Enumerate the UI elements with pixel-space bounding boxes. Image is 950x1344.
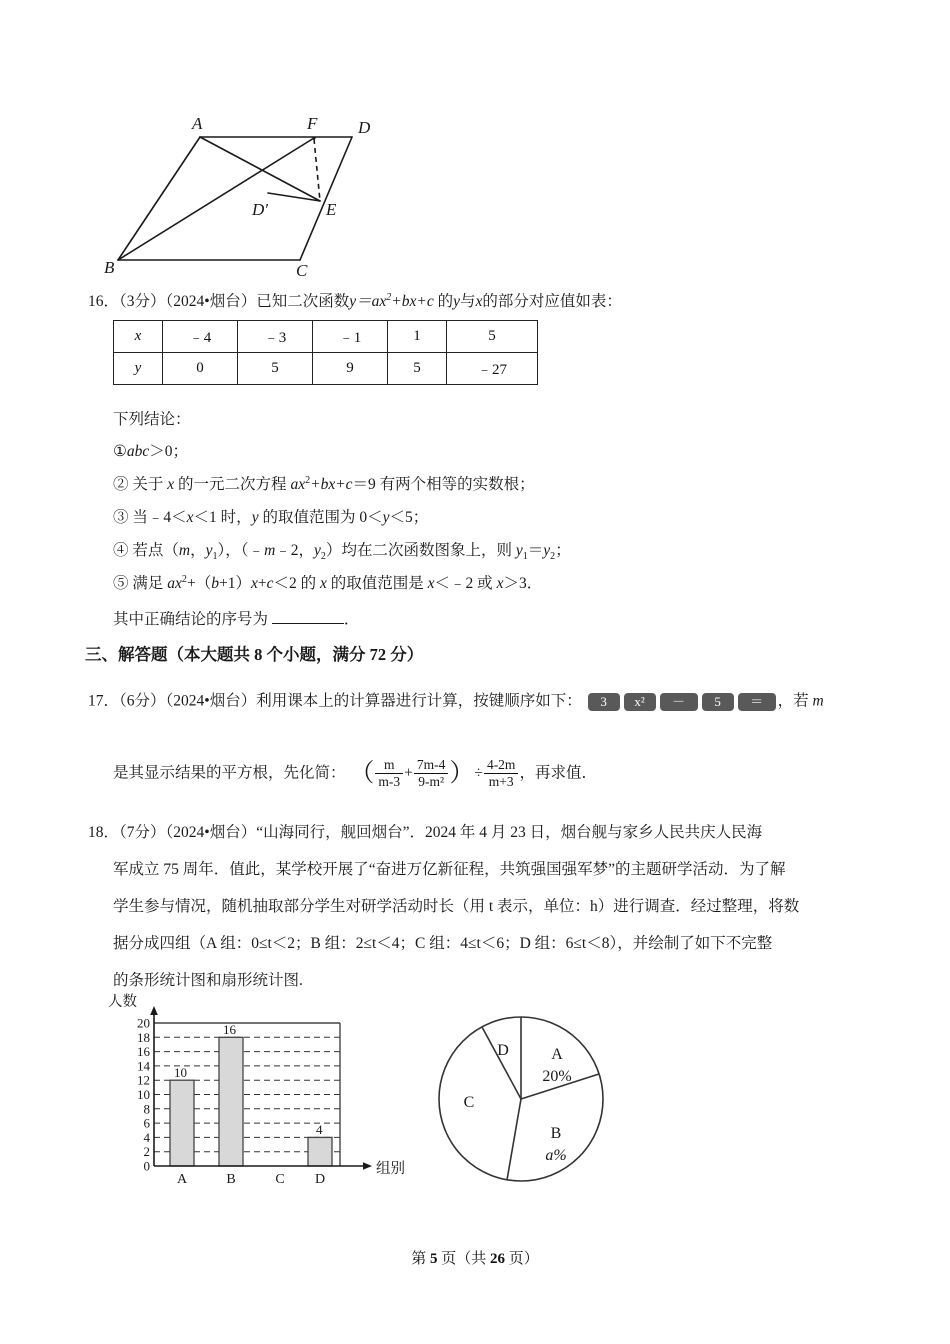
q16-marker-1: ① (113, 443, 127, 460)
bar-ytick-0: 0 (143, 1158, 150, 1174)
geom-label-D: D (358, 118, 371, 137)
q16-marker-2: ② (113, 476, 129, 493)
bar-chart-ylabel: 人数 (108, 994, 137, 1010)
table-cell-x-2: ﹣1 (313, 321, 388, 353)
q16-answer-prompt (113, 610, 359, 628)
q18-text-1: “山海同行，舰回烟台”．2024 年 4 月 23 日，烟台舰与家乡人民共庆人民海 (256, 824, 763, 841)
q16-conclusion-5: ⑤ 满足 $ax^2+(b+1)x+c<2$ 的 x 的取值范围是 x＜﹣2 或 x＞3． (113, 573, 543, 592)
q18-line-4: 据分成四组（A 组：0≤t＜2；B 组：2≤t＜4；C 组：4≤t＜6；D 组：6≤t＜8），并绘制了如下不完整 (113, 935, 773, 952)
pie-chart (425, 1003, 625, 1198)
q16-marker-4: ④ (113, 542, 129, 559)
q16-conclusion-1: ①abc＞0； (113, 443, 189, 460)
geom-label-C: C (296, 261, 308, 280)
q17-paren-close: ） (449, 759, 475, 787)
bar-ytick-2: 2 (143, 1144, 150, 1160)
q16-conclusion-2: ② 关于 x 的一元二次方程 $ax^2+bx+c=9$ 有两个相等的实数根； (113, 474, 535, 493)
bar-ytick-4: 4 (143, 1129, 150, 1145)
q17-var-m: m (812, 692, 824, 710)
bar-D (308, 1137, 332, 1166)
q17-fraction-2: $\frac{7m-4}{\text{9-m²}}$ (414, 757, 449, 789)
q17-line-1 (88, 693, 824, 711)
q17-line1-tail: ，若 (777, 692, 809, 710)
table-cell-x-4: 5 (447, 321, 538, 353)
bar-xtick-D: D (314, 1172, 326, 1187)
q16-stem-text4: 的部分对应值如表： (482, 293, 622, 310)
q17-simplify-text: 是其显示结果的平方根，先化简： (113, 764, 346, 782)
q16-number: 16． (88, 293, 120, 310)
geom-label-E: E (326, 200, 337, 219)
calc-key-5[interactable]: 5 (702, 693, 734, 711)
calc-key-equals[interactable]: ＝ (738, 693, 776, 711)
geometry-figure (100, 105, 400, 285)
geom-label-A: A (192, 114, 203, 133)
bar-ytick-18: 18 (137, 1029, 150, 1045)
pie-label-D: D (497, 1042, 509, 1059)
q18-line-5: 的条形统计图和扇形统计图. (113, 972, 303, 989)
q16-stem-text2: 的 (437, 293, 454, 310)
bar-ytick-20: 20 (137, 1015, 150, 1031)
bar-ytick-6: 6 (143, 1115, 150, 1131)
table-row-y (114, 353, 538, 385)
pie-label-A: A (551, 1046, 563, 1063)
q16-score: （3分） (119, 293, 166, 310)
q17-score: （6分） (119, 692, 166, 710)
q17-divide: ÷ (474, 764, 483, 782)
q16-stem-text: 已知二次函数 (256, 293, 350, 310)
q16-answer-prompt-text: 其中正确结论的序号为 (113, 611, 269, 628)
table-cell-y-1: 5 (238, 353, 313, 385)
bar-xtick-B: B (226, 1172, 236, 1187)
q17-line2-tail: ，再求值． (519, 764, 597, 782)
q16-answer-blank[interactable] (272, 610, 344, 624)
calc-key-x-squared[interactable]: x² (624, 693, 656, 711)
footer-prefix: 第 (411, 1251, 427, 1267)
geom-label-B: B (104, 258, 115, 277)
q18-line-1 (88, 825, 762, 841)
bar-ytick-16: 16 (137, 1044, 150, 1060)
geom-label-D-prime: D′ (252, 200, 268, 219)
bar-B (219, 1037, 243, 1166)
q16-source: （2024•烟台） (165, 293, 257, 310)
calc-key-3[interactable]: 3 (588, 693, 620, 711)
bar-ytick-8: 8 (143, 1101, 150, 1117)
footer-total-pages: 26 (490, 1251, 505, 1267)
q16-stem-text3: 与 (460, 293, 476, 310)
q16-formula: $y=ax^2+bx+c$ (349, 291, 434, 310)
q16-answer-period: ． (343, 611, 360, 628)
pie-value-B: a% (545, 1147, 567, 1164)
q17-fraction-1: $\frac{m}{m-3}$ (375, 757, 403, 789)
q16-value-table (113, 320, 538, 385)
bar-chart (108, 988, 418, 1200)
bar-value-B: 16 (223, 1022, 236, 1037)
table-row-x (114, 321, 538, 353)
q17-plus: + (404, 764, 413, 782)
page-footer (0, 1247, 950, 1268)
table-cell-y-4: ﹣27 (447, 353, 538, 385)
q16-conclusion-3: ③ 当﹣4＜x＜1 时，y 的取值范围为 0＜y＜5； (113, 509, 429, 526)
q17-number: 17． (88, 692, 120, 710)
q16-var-y: y (453, 293, 460, 310)
q16-conclusion-4: ④ 若点（m，$y_1$），（﹣m﹣2，$y_2$）均在二次函数图象上，则 $y_1=y_2$； (113, 542, 571, 563)
table-cell-x-0: ﹣4 (163, 321, 238, 353)
table-cell-y-2: 9 (313, 353, 388, 385)
q18-number: 18． (88, 824, 120, 841)
footer-page-number: 5 (429, 1251, 438, 1267)
q18-line-3: 学生参与情况，随机抽取部分学生对研学活动时长（用 t 表示，单位：h）进行调查．经过整理，将数 (113, 898, 800, 915)
table-header-y: y (114, 353, 163, 385)
bar-value-D: 4 (316, 1122, 323, 1137)
q17-source: （2024•烟台） (165, 692, 257, 710)
q16-marker-3: ③ (113, 509, 129, 526)
q18-score: （7分） (119, 824, 166, 841)
bar-A (170, 1080, 194, 1166)
section-heading-3: 三、解答题（本大题共 8 个小题，满分 72 分） (85, 645, 424, 664)
footer-suffix: 页） (508, 1251, 539, 1267)
table-cell-x-1: ﹣3 (238, 321, 313, 353)
q18-line-2: 军成立 75 周年．值此，某学校开展了“奋进万亿新征程，共筑强国强军梦”的主题研学活动．为了解 (113, 861, 786, 878)
q18-source: （2024•烟台） (165, 824, 257, 841)
bar-ytick-10: 10 (137, 1087, 150, 1102)
bar-ytick-12: 12 (137, 1072, 150, 1088)
bar-xtick-A: A (176, 1172, 188, 1187)
q17-text: 利用课本上的计算器进行计算，按键顺序如下： (256, 692, 582, 710)
bar-xtick-C: C (275, 1172, 285, 1187)
calc-key-minus[interactable]: － (660, 693, 698, 711)
table-cell-x-3: 1 (388, 321, 447, 353)
table-header-x: x (114, 321, 163, 353)
q16-lead-in: 下列结论： (113, 411, 191, 428)
q17-line-2 (113, 758, 597, 790)
q17-fraction-3: $\frac{4-2m}{m+3}$ (484, 757, 519, 789)
q16-var-x: x (475, 293, 483, 310)
footer-mid: 页（共 (441, 1251, 487, 1267)
q17-paren-open: （ (349, 759, 375, 787)
q16-stem-line (88, 291, 622, 310)
bar-ytick-14: 14 (137, 1058, 150, 1074)
bar-value-A: 10 (174, 1065, 187, 1080)
pie-value-A: 20% (542, 1068, 572, 1085)
pie-label-C: C (463, 1094, 475, 1111)
geom-label-F: F (307, 114, 318, 133)
bar-chart-xlabel: 组别 (376, 1161, 405, 1177)
q16-marker-5: ⑤ (113, 575, 129, 592)
pie-label-B: B (550, 1125, 562, 1142)
table-cell-y-3: 5 (388, 353, 447, 385)
table-cell-y-0: 0 (163, 353, 238, 385)
